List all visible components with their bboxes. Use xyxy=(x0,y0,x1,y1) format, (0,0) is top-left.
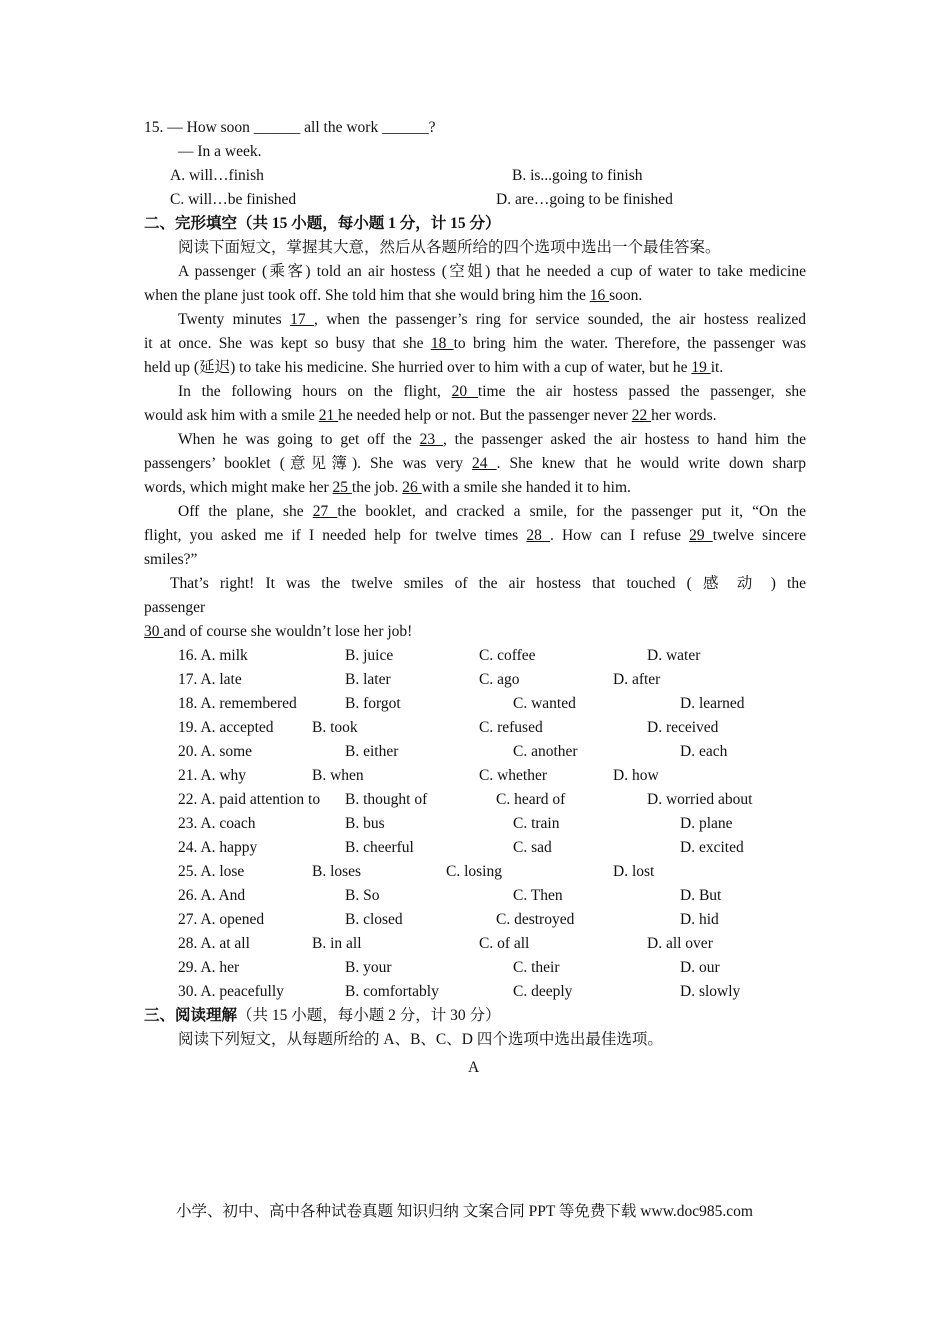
blank-16: 16 xyxy=(589,287,610,304)
passage-p5-line1: Off the plane, she 27 the booklet, and cracked a smile, for the passenger put it, “On the xyxy=(178,503,806,520)
option-21-d: D. how xyxy=(613,767,659,784)
option-29-c: C. their xyxy=(513,959,560,976)
blank-21: 21 xyxy=(318,407,339,424)
passage-p2-line3: held up (延迟) to take his medicine. She hurried over to him with a cup of water, but he 19 it. xyxy=(144,359,724,376)
passage-p3-line1: In the following hours on the flight, 20 time the air hostess passed the passenger, she xyxy=(178,383,807,400)
blank-20: 20 xyxy=(451,383,478,400)
q15-option-a: A. will…finish xyxy=(170,167,264,184)
option-28-b: B. in all xyxy=(312,935,362,952)
option-29-d: D. our xyxy=(680,959,720,976)
option-24-b: B. cheerful xyxy=(345,839,414,856)
blank-29: 29 xyxy=(689,527,713,544)
option-21-b: B. when xyxy=(312,767,364,784)
option-17-a: 17. A. late xyxy=(178,671,242,688)
option-23-d: D. plane xyxy=(680,815,733,832)
passage-p4-line1: When he was going to get off the 23 , the passenger asked the air hostess to hand him the xyxy=(178,431,806,448)
option-30-d: D. slowly xyxy=(680,983,741,1000)
section3-instruction: 阅读下列短文，从每题所给的 A、B、C、D 四个选项中选出最佳选项。 xyxy=(178,1031,663,1048)
blank-19: 19 xyxy=(691,359,711,376)
blank-22: 22 xyxy=(631,407,652,424)
section3-heading: 三、阅读理解（共 15 小题，每小题 2 分，计 30 分） xyxy=(144,1007,501,1024)
option-23-b: B. bus xyxy=(345,815,385,832)
option-20-b: B. either xyxy=(345,743,399,760)
passage-p5-line3: smiles?” xyxy=(144,551,198,568)
passage-p1-line2: when the plane just took off. She told him that she would bring him the 16 soon. xyxy=(144,287,643,304)
option-16-a: 16. A. milk xyxy=(178,647,248,664)
option-20-d: D. each xyxy=(680,743,728,760)
option-18-c: C. wanted xyxy=(513,695,576,712)
option-18-d: D. learned xyxy=(680,695,745,712)
q15-stem: 15. — How soon ______ all the work ______? xyxy=(144,119,436,136)
option-26-a: 26. A. And xyxy=(178,887,246,904)
option-26-c: C. Then xyxy=(513,887,563,904)
option-21-a: 21. A. why xyxy=(178,767,247,784)
option-16-d: D. water xyxy=(647,647,701,664)
passage-p1-line1: A passenger (乘客) told an air hostess (空姐) that he needed a cup of water to take medicine xyxy=(178,263,806,280)
option-17-c: C. ago xyxy=(479,671,520,688)
option-27-b: B. closed xyxy=(345,911,403,928)
option-20-a: 20. A. some xyxy=(178,743,253,760)
option-24-d: D. excited xyxy=(680,839,744,856)
passage-p2-line2: it at once. She was kept so busy that she 18 to bring him the water. Therefore, the passenger was xyxy=(144,335,807,352)
option-21-c: C. whether xyxy=(479,767,548,784)
blank-23: 23 xyxy=(419,431,443,448)
option-25-d: D. lost xyxy=(613,863,655,880)
option-27-c: C. destroyed xyxy=(496,911,575,928)
option-18-b: B. forgot xyxy=(345,695,401,712)
passage-p4-line3: words, which might make her 25 the job. 26 with a smile she handed it to him. xyxy=(144,479,631,496)
option-26-d: D. But xyxy=(680,887,722,904)
blank-25: 25 xyxy=(332,479,352,496)
option-25-b: B. loses xyxy=(312,863,362,880)
blank-28: 28 xyxy=(526,527,550,544)
option-28-c: C. of all xyxy=(479,935,530,952)
option-20-c: C. another xyxy=(513,743,578,760)
blank-17: 17 xyxy=(290,311,314,328)
option-26-b: B. So xyxy=(345,887,380,904)
blank-24: 24 xyxy=(472,455,497,472)
q15-option-d: D. are…going to be finished xyxy=(496,191,673,208)
option-18-a: 18. A. remembered xyxy=(178,695,297,712)
passage-p3-line2: would ask him with a smile 21 he needed help or not. But the passenger never 22 her words. xyxy=(144,407,717,424)
section2-heading: 二、完形填空（共 15 小题，每小题 1 分，计 15 分） xyxy=(144,215,501,232)
option-19-b: B. took xyxy=(312,719,358,736)
option-30-a: 30. A. peacefully xyxy=(178,983,284,1000)
passage-label: A xyxy=(468,1059,480,1076)
option-30-c: C. deeply xyxy=(513,983,573,1000)
option-22-b: B. thought of xyxy=(345,791,428,808)
q15-option-c: C. will…be finished xyxy=(170,191,297,208)
q15-option-b: B. is...going to finish xyxy=(512,167,643,184)
option-29-a: 29. A. her xyxy=(178,959,240,976)
option-24-c: C. sad xyxy=(513,839,552,856)
blank-18: 18 xyxy=(430,335,454,352)
blank-30: 30 xyxy=(144,623,164,640)
option-22-a: 22. A. paid attention to xyxy=(178,791,321,808)
blank-26: 26 xyxy=(402,479,422,496)
option-23-a: 23. A. coach xyxy=(178,815,256,832)
passage-p5-line2: flight, you asked me if I needed help for twelve times 28 . How can I refuse 29 twelve sincere xyxy=(144,527,807,544)
option-27-a: 27. A. opened xyxy=(178,911,265,928)
option-17-b: B. later xyxy=(345,671,391,688)
option-28-a: 28. A. at all xyxy=(178,935,250,952)
option-19-a: 19. A. accepted xyxy=(178,719,274,736)
option-16-b: B. juice xyxy=(345,647,394,664)
option-25-c: C. losing xyxy=(446,863,502,880)
section2-instruction: 阅读下面短文，掌握其大意，然后从各题所给的四个选项中选出一个最佳答案。 xyxy=(178,239,721,256)
passage-p4-line2: passengers’ booklet (意见簿). She was very 24 . She knew that he would write down sharp xyxy=(144,455,806,472)
option-25-a: 25. A. lose xyxy=(178,863,245,880)
footer-text: 小学、初中、高中各种试卷真题 知识归纳 文案合同 PPT 等免费下载 www.doc985.com xyxy=(176,1203,753,1220)
option-29-b: B. your xyxy=(345,959,392,976)
option-30-b: B. comfortably xyxy=(345,983,439,1000)
option-22-d: D. worried about xyxy=(647,791,753,808)
option-27-d: D. hid xyxy=(680,911,719,928)
option-22-c: C. heard of xyxy=(496,791,566,808)
option-24-a: 24. A. happy xyxy=(178,839,258,856)
option-17-d: D. after xyxy=(613,671,661,688)
passage-p2-line1: Twenty minutes 17 , when the passenger’s ring for service sounded, the air hostess realized xyxy=(178,311,806,328)
blank-27: 27 xyxy=(312,503,338,520)
passage-p6-line3: 30 and of course she wouldn’t lose her job! xyxy=(144,623,413,640)
option-19-d: D. received xyxy=(647,719,719,736)
option-28-d: D. all over xyxy=(647,935,713,952)
passage-p6-line2: passenger xyxy=(144,599,206,616)
q15-reply: — In a week. xyxy=(178,143,262,160)
option-16-c: C. coffee xyxy=(479,647,536,664)
option-23-c: C. train xyxy=(513,815,560,832)
option-19-c: C. refused xyxy=(479,719,543,736)
passage-p6-line1: That’s right! It was the twelve smiles of the air hostess that touched ( 感 动 ) the xyxy=(170,575,806,592)
